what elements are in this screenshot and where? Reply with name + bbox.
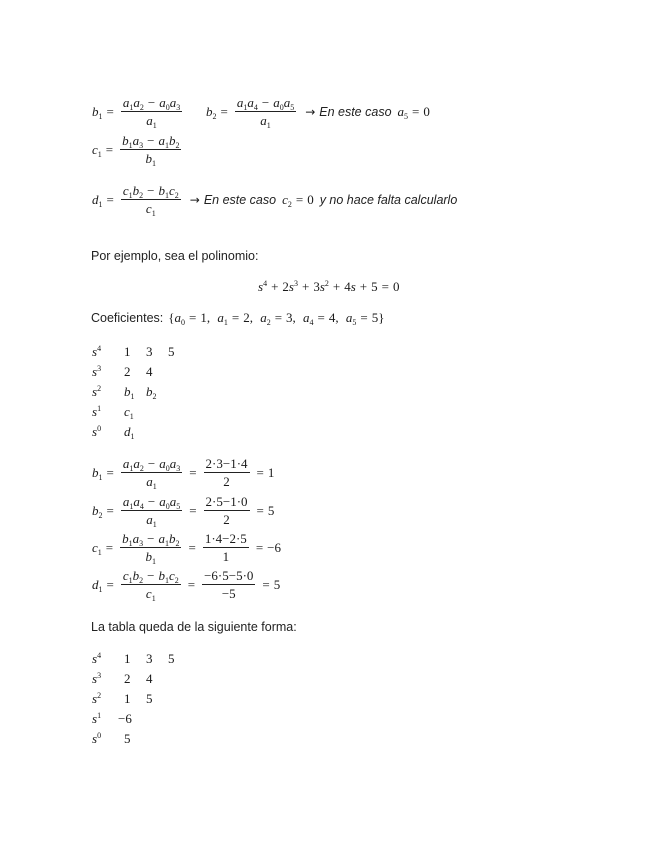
note-a5-math: $a_5 = 0$ (397, 103, 430, 121)
formula-d1: $d_1$ = $\frac{c_1b_2 - b_1c_2}{c_1}$ → En este caso $c_2 = 0$ y no hace falta calcularlo (92, 183, 458, 218)
table-cell: $b_1$ (124, 384, 135, 401)
coefficients-label: Coeficientes: (91, 311, 164, 325)
formula-b1: $b_1$ = $\frac{a_1a_2 - a_0a_3}{a_1}$ (92, 95, 181, 130)
table-cell: $c_1$ (124, 404, 134, 421)
note-c2-text: En este caso (203, 192, 277, 207)
calc-d1: $d_1$ = $\frac{c_1b_2 - b_1c_2}{c_1}$ = $\frac{-6\cdot 5-5\cdot 0}{-5}$ = 5 (92, 568, 281, 603)
table-cell: 5 (124, 731, 131, 746)
final-table-intro: La tabla queda de la siguiente forma: (91, 620, 297, 634)
table-row: $s^2$ $b_1$ $b_2$ (92, 383, 168, 401)
table-cell: 2 (124, 671, 131, 686)
example-intro: Por ejemplo, sea el polinomio: (91, 249, 259, 263)
table-cell: $b_2$ (146, 384, 157, 401)
table-row: $s^4$ 1 3 5 (92, 650, 190, 668)
table-row: $s^2$ 1 5 (92, 690, 168, 708)
note-a5-text: En este caso (319, 104, 392, 119)
table-row: $s^3$ 2 4 (92, 363, 168, 381)
table-cell: −6 (118, 711, 132, 726)
formula-c1: $c_1$ = $\frac{b_1a_3 - a_1b_2}{b_1}$ (92, 133, 180, 168)
coefficients-line (91, 310, 384, 326)
table-row: $s^0$ 5 (92, 730, 146, 748)
note-c2-math: $c_2 = 0$ (282, 191, 314, 209)
table-row: $s^4$ 1 3 5 (92, 343, 190, 361)
table-row: $s^1$ −6 (92, 710, 140, 728)
table-cell: 1 (124, 691, 131, 706)
calc-b1: $b_1$ = $\frac{a_1a_2 - a_0a_3}{a_1}$ = $\frac{2\cdot 3-1\cdot 4}{2}$ = 1 (92, 456, 275, 491)
arrow-right-icon: → (305, 104, 316, 119)
table-cell: 4 (146, 671, 153, 686)
calc-c1: $c_1$ = $\frac{b_1a_3 - a_1b_2}{b_1}$ = $\frac{1\cdot 4-2\cdot 5}{1}$ = −6 (92, 531, 281, 566)
table-cell: 5 (146, 691, 153, 706)
table-row: $s^0$ $d_1$ (92, 423, 146, 441)
table-cell: 5 (168, 344, 175, 359)
table-cell: 3 (146, 651, 153, 666)
table-cell: 2 (124, 364, 131, 379)
arrow-right-icon: → (189, 192, 200, 207)
coefficients-set: {$a_0 = 1$, $a_1 = 2$, $a_2 = 3$, $a_4 = 4$, $a_5 = 5$} (168, 310, 385, 327)
table-row: $s^1$ $c_1$ (92, 403, 146, 421)
table-cell: $d_1$ (124, 424, 135, 441)
note-c2-tail: y no hace falta calcularlo (319, 192, 458, 207)
table-row: $s^3$ 2 4 (92, 670, 168, 688)
table-cell: 3 (146, 344, 153, 359)
table-cell: 1 (124, 344, 131, 359)
table-cell: 4 (146, 364, 153, 379)
table-cell: 5 (168, 651, 175, 666)
polynomial-equation: $s^4 + 2s^3 + 3s^2 + 4s + 5 = 0$ (258, 279, 400, 294)
calc-b2: $b_2$ = $\frac{a_1a_4 - a_0a_5}{a_1}$ = $\frac{2\cdot 5-1\cdot 0}{2}$ = 5 (92, 494, 275, 529)
formula-b2: $b_2$ = $\frac{a_1a_4 - a_0a_5}{a_1}$ → En este caso $a_5 = 0$ (206, 95, 430, 130)
table-cell: 1 (124, 651, 131, 666)
